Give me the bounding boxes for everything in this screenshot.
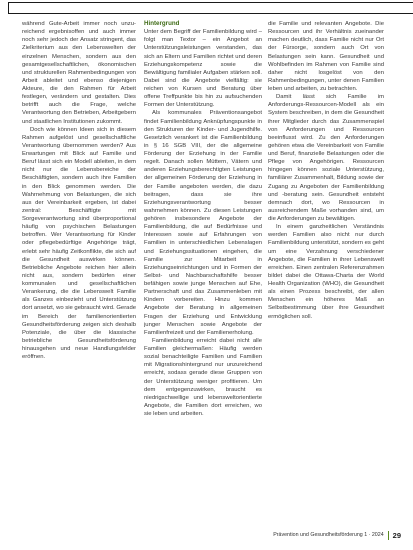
paragraph: Als kommunales Präventionsangebot findet Familienbildung Anknüpfungspunkte in den Strukturen der Kinder- und Jugendhilfe. Gesetzlich verankert ist die Familienbildung in § 16 SGB VIII, der die allgemeine Förderung der Erziehung in der Familie regelt. Danach sollen Müttern, Vätern und anderen Erziehungsberechtigten Leistungen der allgemeinen Förderung der Erziehung in der Familie angeboten werden, die dazu beitragen, dass sie ihre Erziehungsverantwortung besser wahrnehmen können. Zu diesen Leistungen gehören insbesondere Angebote der Familienbildung, die auf Bedürfnisse und Interessen sowie auf Erfahrungen von Familien in unterschiedlichen Lebenslagen und Erziehungssituationen eingehen, die Familie zur Mitarbeit in Erziehungseinrichtungen und in Formen der Selbst- und Nachbarschaftshilfe besser befähigen sowie junge Menschen auf Ehe, Partnerschaft und das Zusammenleben mit Kindern vorbereiten. Hinzu kommen Angebote der Beratung in allgemeinen Fragen der Erziehung und Entwicklung junger Menschen sowie Angebote der Familienfreizeit und der Familienerholung. (144, 110, 262, 336)
page-footer (268, 530, 401, 540)
paragraph: Damit lässt sich Familie im Anforderungs-Ressourcen-Modell als ein System beschreiben, in dem die Gesundheit ihrer Mitglieder durch das Zusammenspiel von Anforderungen und Ressourcen beeinflusst wird. Zu den Anforderungen gehören etwa die Vereinbarkeit von Familie und Beruf, finanzielle Belastungen oder die Pflege von Angehörigen. Ressourcen hingegen können soziale Unterstützung, familiärer Zusammenhalt, Bildung sowie der Zugang zu Angeboten der Familienbildung und -beratung sein. Gesundheit entsteht demnach dort, wo Ressourcen in ausreichendem Maße vorhanden sind, um die Anforderungen zu bewältigen. (268, 94, 384, 222)
paragraph: Unter dem Begriff der Familienbildung wird – folgt man Textor – ein Angebot an Unterstützungsleistungen verstanden, das sich an Eltern und Familien richtet und deren Erziehungskompetenz sowie die Bewältigung familialer Aufgaben stärken soll. Dabei sind die Angebote vielfältig: sie reichen von Kursen und Beratung über offene Treffpunkte bis hin zu aufsuchenden Formen der Unterstützung. (144, 29, 262, 109)
paragraph: In einem ganzheitlichen Verständnis werden Familien also nicht nur durch Familienbildung unterstützt, sondern es geht um eine Verzahnung verschiedener Angebote, die Familien in ihrer Lebenswelt erreichen. Einen zentralen Referenzrahmen bildet dabei die Ottawa-Charta der World Health Organization (WHO), die Gesundheit als einen Prozess beschreibt, der allen Menschen ein höheres Maß an Selbstbestimmung über ihre Gesundheit ermöglichen soll. (268, 224, 384, 320)
footer-divider (388, 531, 389, 540)
journal-name: Prävention und Gesundheitsförderung 1 · 2024 (273, 532, 384, 538)
paragraph: die Familie und relevanten Angebote. Die Ressourcen und ihr Verhältnis zueinander machen deutlich, dass Familie nicht nur Ort der Fürsorge, sondern auch Ort von Belastungen sein kann. Gesundheit und Wohlbefinden im Rahmen von Familie sind daher nicht losgelöst von den Rahmenbedingungen, unter denen Familien leben und arbeiten, zu betrachten. (268, 21, 384, 92)
header-rule-box (8, 2, 413, 14)
paragraph: Familienbildung erreicht dabei nicht alle Familien gleichermaßen: Häufig werden sozial benachteiligte Familien und Familien mit Migrationshintergrund nur unzureichend erreicht, sodass gerade diese Gruppen von der Unterstützung weniger profitieren. Um dem entgegenzuwirken, braucht es niedrigschwellige und lebensweltorientierte Angebote, die Familien dort erreichen, wo sie leben und arbeiten. (144, 337, 262, 417)
page-number: 29 (392, 530, 401, 540)
text-column-right (268, 20, 384, 530)
section-heading: Hintergrund (144, 20, 180, 27)
paragraph: während Gute-Arbeit immer noch unzureichend ergebnisoffen und auch immer noch sehr jedoch der Ansatz stringent, das Zielkriterium aus den Lebenswelten der einzelnen Menschen, sondern aus den gesamtgesellschaftlichen, ökonomischen und strukturellen Rahmenbedingungen von Arbeit ableitet und ebenso diejenigen Akteure, die den Rahmen für Arbeit festlegen, verändern und gestalten. Dies betrifft auch die Frage, welche Verantwortung den Betrieben, Arbeitgebern und staatlichen Institutionen zukommt. (22, 21, 136, 125)
text-column-left (22, 20, 136, 530)
text-column-middle (144, 20, 262, 530)
paragraph: Doch wie können Ideen sich in diesem Rahmen aufgelöst und gesellschaftliche Verantwortung übernommen werden? Aus Erwartungen mit Blick auf Familie und Beruf lässt sich ein Modell ableiten, in dem nicht nur die Lebensbereiche der Beschäftigten, sondern auch ihre Familien in den Blick genommen werden. Die Wahrnehmung von Belastungen, die sich aus der Vereinbarkeit ergeben, ist dabei zentral: Beschäftigte mit Sorgeverantwortung sind überproportional häufig von psychischen Belastungen betroffen. Wer Verantwortung für Kinder oder pflegebedürftige Angehörige trägt, erlebt sehr häufig Zeitkonflikte, die sich auf die Gesundheit auswirken können. Betriebliche Angebote reichen hier allein nicht aus, sondern bedürfen einer kommunalen und gesellschaftlichen Verankerung, die die Lebenswelt Familie als Ganzes einbezieht und Unterstützung dort ansetzt, wo sie gebraucht wird. Gerade im Bereich der familienorientierten Gesundheitsförderung zeigen sich deshalb Potenziale, die über die klassische betriebliche Gesundheitsförderung hinausgehen und neue Handlungsfelder eröffnen. (22, 126, 136, 361)
